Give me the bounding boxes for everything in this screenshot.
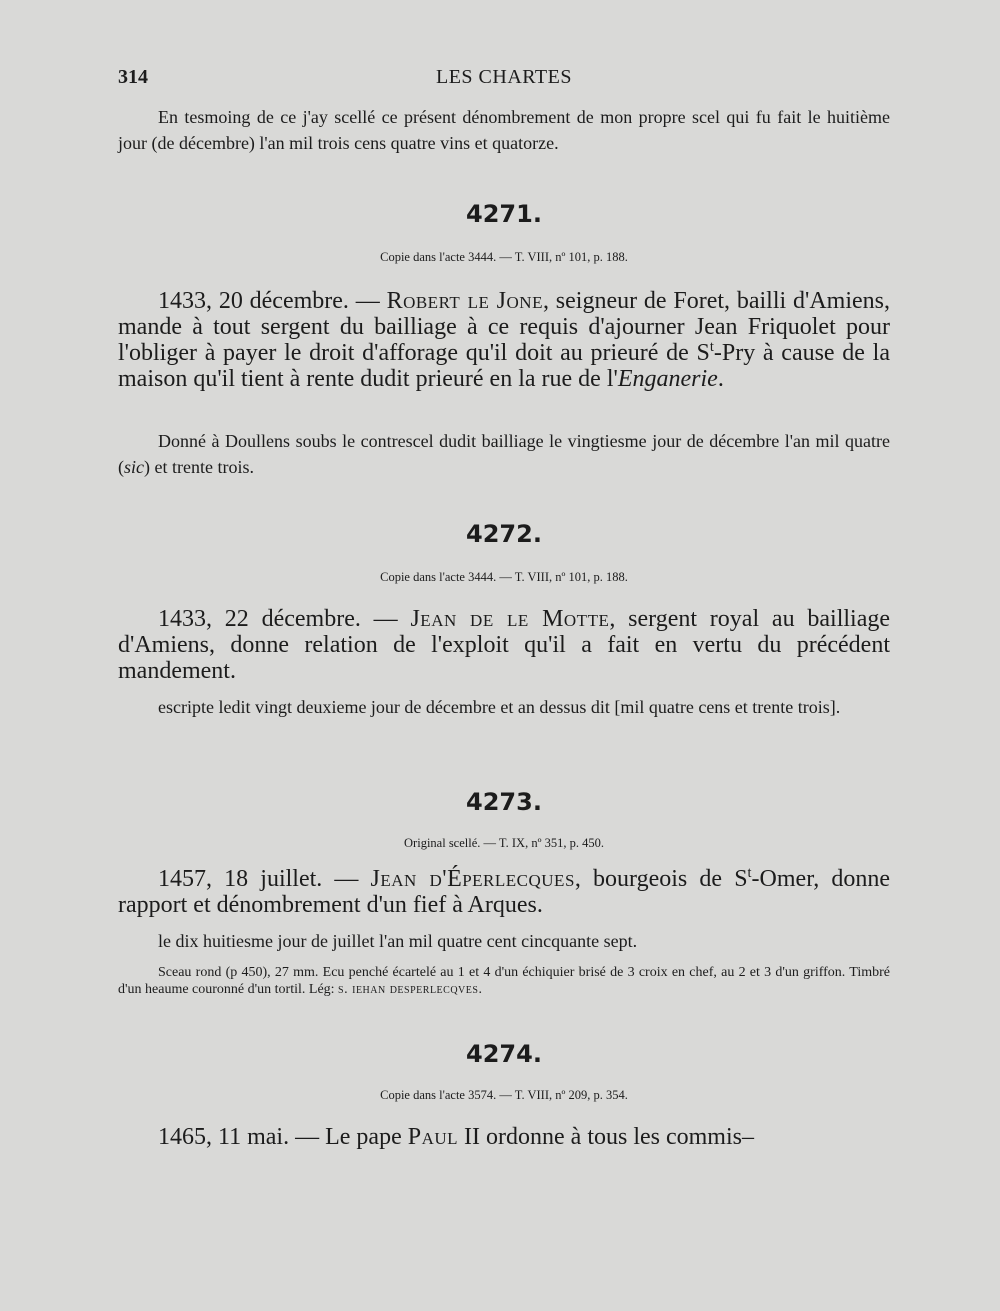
seal-description: Sceau rond (p 450), 27 mm. Ecu penché écartelé au 1 et 4 d'un échiquier brisé de 3 croix en chef, au 2 et 3 d'un griffon. Timbré d'un heaume couronné d'un tortil. Lég: s. iehan desperlecqves. bbox=[118, 965, 890, 997]
source-reference: Copie dans l'acte 3444. — T. VIII, nº 101, p. 188. bbox=[380, 250, 628, 264]
entry-summary: 1465, 11 mai. — Le pape Paul II ordonne à tous les commis– bbox=[158, 1124, 754, 1150]
entry-text: le dix huitiesme jour de juillet l'an mil quatre cent cincquante sept. bbox=[158, 931, 638, 951]
entry-summary: 1433, 20 décembre. — Robert le Jone, seigneur de Foret, bailli d'Amiens, mande à tout sergent du bailliage à ce requis d'ajourner Jean Friquolet pour l'obliger à payer le droit d'afforage qu'il doit au prieuré de $S^t$-Pry à cause de la maison qu'il tient à rente dudit prieuré en la rue de l'Enganerie. bbox=[118, 288, 890, 392]
entry-text: Donné à Doullens soubs le contrescel dudit bailliage le vingtiesme jour de décembre l'an mil quatre (sic) et trente trois. bbox=[118, 431, 890, 477]
seal-legend: s. iehan desperlecqves. bbox=[338, 982, 483, 997]
entry-summary: 1433, 22 décembre. — Jean de le Motte, sergent royal au bailliage d'Amiens, donne relation de l'exploit qu'il a fait en vertu du précédent mandement. bbox=[118, 606, 890, 684]
entry-text: escripte ledit vingt deuxieme jour de décembre et an dessus dit [mil quatre cens et trente trois]. bbox=[158, 697, 841, 717]
page-number: 314 bbox=[118, 66, 148, 88]
entry-number: 4272. bbox=[466, 520, 542, 548]
entry-number: 4273. bbox=[466, 788, 542, 816]
running-title: LES CHARTES bbox=[436, 66, 572, 88]
source-reference: Copie dans l'acte 3444. — T. VIII, nº 101, p. 188. bbox=[380, 570, 628, 584]
entry-number: 4274. bbox=[466, 1040, 542, 1068]
person-name: Jean de le Motte bbox=[410, 606, 610, 632]
entry-number: 4271. bbox=[466, 200, 542, 228]
entry-summary: 1457, 18 juillet. — Jean d'Éperlecques, bourgeois de $S^t$-Omer, donne rapport et dénombrement d'un fief à Arques. bbox=[118, 865, 891, 918]
source-reference: Copie dans l'acte 3574. — T. VIII, nº 209, p. 354. bbox=[380, 1088, 628, 1102]
page-header bbox=[118, 66, 890, 96]
place-name: Enganerie bbox=[617, 366, 718, 392]
intro-paragraph: En tesmoing de ce j'ay scellé ce présent dénombrement de mon propre scel qui fu fait le huitième jour (de décembre) l'an mil trois cens quatre vins et quatorze. bbox=[118, 107, 890, 153]
person-name: Robert le Jone bbox=[386, 288, 543, 314]
person-name: Paul bbox=[407, 1124, 459, 1150]
person-name: Jean d'Éperlecques bbox=[370, 866, 575, 892]
source-reference: Original scellé. — T. IX, nº 351, p. 450. bbox=[404, 836, 604, 850]
